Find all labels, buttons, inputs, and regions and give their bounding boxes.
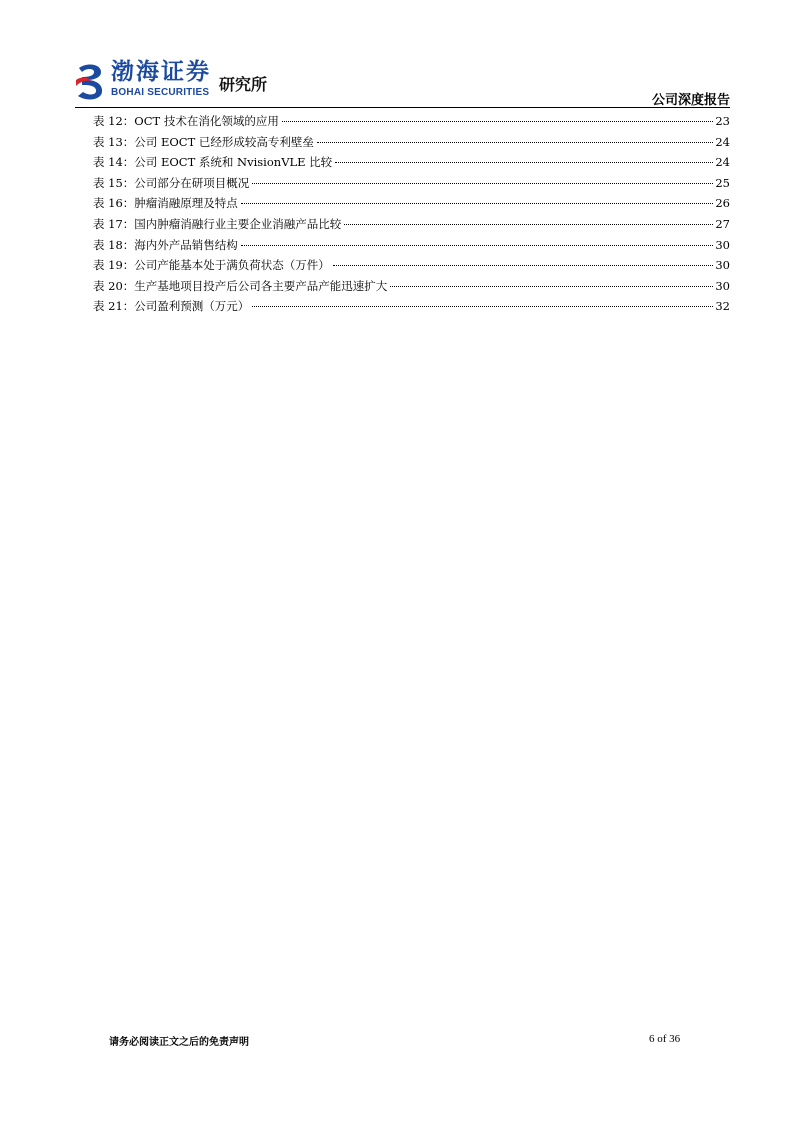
toc-entry-page: 30 — [715, 278, 730, 293]
toc-entry-label: 表 13：公司 EOCT 已经形成较高专利壁垒 — [93, 134, 314, 149]
toc-entry-page: 24 — [715, 155, 730, 170]
toc-leader-dots — [333, 265, 714, 266]
header-divider — [75, 107, 730, 108]
toc-entry-page: 27 — [715, 216, 730, 231]
toc-entry[interactable] — [93, 173, 730, 194]
toc-entry[interactable] — [93, 296, 730, 317]
toc-entry-label: 表 16：肿瘤消融原理及特点 — [93, 196, 238, 211]
toc-entry[interactable] — [93, 255, 730, 276]
toc-entry-label: 表 19：公司产能基本处于满负荷状态（万件） — [93, 258, 330, 273]
toc-entry-page: 30 — [715, 237, 730, 252]
toc-leader-dots — [252, 306, 713, 307]
toc-leader-dots — [390, 286, 713, 287]
toc-leader-dots — [241, 245, 714, 246]
footer-disclaimer: 请务必阅读正文之后的免责声明 — [109, 1037, 249, 1048]
toc-leader-dots — [252, 183, 713, 184]
toc-entry[interactable] — [93, 152, 730, 173]
toc-entry[interactable] — [93, 276, 730, 297]
toc-entry-page: 30 — [715, 258, 730, 273]
toc-leader-dots — [241, 203, 714, 204]
toc-leader-dots — [282, 121, 714, 122]
toc-entry[interactable] — [93, 111, 730, 132]
toc-leader-dots — [317, 142, 713, 143]
toc-entry-label: 表 15：公司部分在研项目概况 — [93, 175, 250, 190]
toc-leader-dots — [344, 224, 713, 225]
page-header — [75, 58, 730, 108]
bohai-logo-icon — [75, 62, 105, 102]
toc-entry-label: 表 21：公司盈利预测（万元） — [93, 299, 250, 314]
report-type-label: 公司深度报告 — [651, 93, 730, 108]
toc-entry-label: 表 12：OCT 技术在消化领域的应用 — [93, 114, 279, 128]
toc-entry[interactable] — [93, 132, 730, 153]
toc-leader-dots — [335, 162, 713, 163]
toc-entry-label: 表 18：海内外产品销售结构 — [93, 237, 238, 252]
toc-entry[interactable] — [93, 193, 730, 214]
toc-entry-page: 26 — [715, 196, 730, 211]
toc-entry-page: 25 — [715, 175, 730, 190]
page-number: 6 of 36 — [649, 1033, 681, 1045]
toc-entry-page: 32 — [715, 299, 730, 314]
table-of-tables — [93, 111, 730, 317]
toc-entry-page: 23 — [715, 114, 730, 128]
toc-entry[interactable] — [93, 214, 730, 235]
toc-entry-label: 表 17：国内肿瘤消融行业主要企业消融产品比较 — [93, 216, 342, 231]
toc-entry[interactable] — [93, 235, 730, 256]
toc-entry-label: 表 14：公司 EOCT 系统和 NvisionVLE 比较 — [93, 155, 333, 170]
toc-entry-label: 表 20：生产基地项目投产后公司各主要产品产能迅速扩大 — [93, 278, 388, 293]
brand-name-cn: 渤海证券 — [111, 58, 211, 85]
brand-name-en: BOHAI SECURITIES — [111, 87, 210, 98]
institute-label: 研究所 — [219, 75, 268, 94]
toc-entry-page: 24 — [715, 134, 730, 149]
